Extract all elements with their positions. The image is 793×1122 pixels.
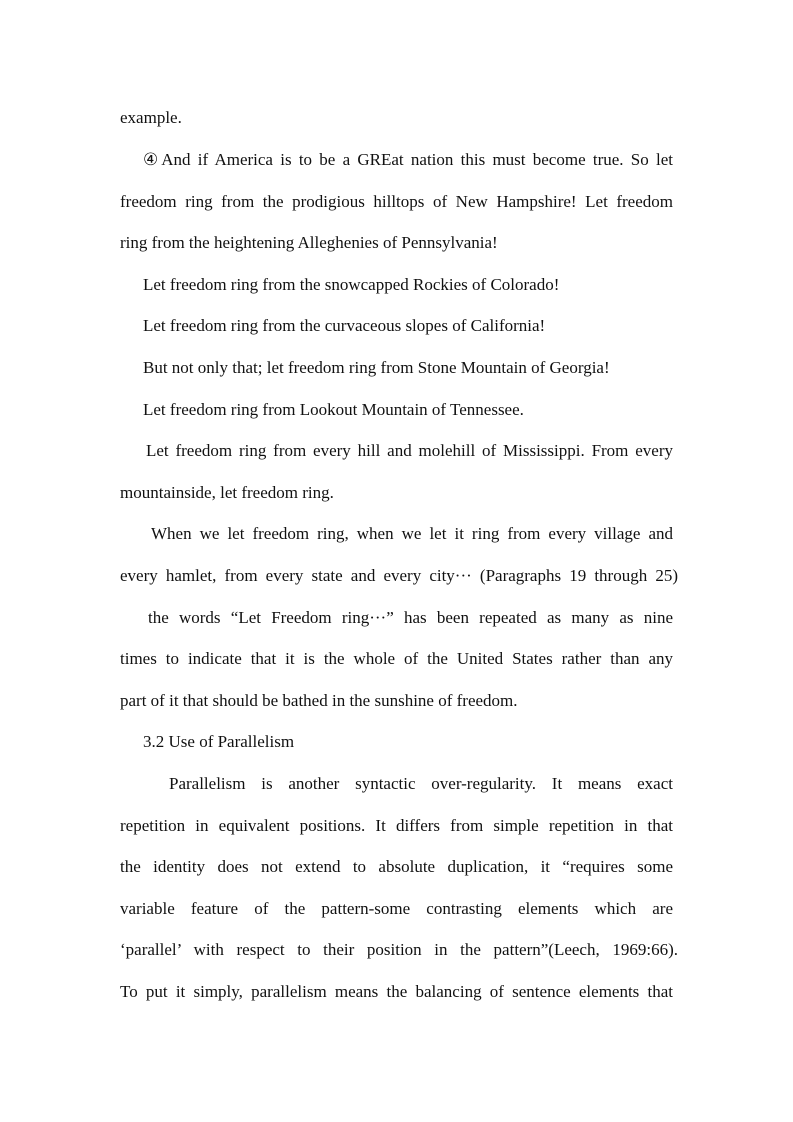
text-line-6: Let freedom ring from the curvaceous slopes of California! [143,316,546,335]
text-line-1: example. [120,108,182,127]
text-line-20: variable feature of the pattern-some contrasting elements which are [120,899,673,918]
text-line-22: To put it simply, parallelism means the balancing of sentence elements that [120,982,673,1001]
text-line-5: Let freedom ring from the snowcapped Rockies of Colorado! [143,275,560,294]
text-line-19: the identity does not extend to absolute duplication, it “requires some [120,857,673,876]
text-line-2: ④And if America is to be a GREat nation this must become true. So let [143,150,673,169]
text-line-9: Let freedom ring from every hill and molehill of Mississippi. From every [146,441,673,460]
text-line-12: every hamlet, from every state and every city··· (Paragraphs 19 through 25) [120,566,678,585]
text-line-21: ‘parallel’ with respect to their position in the pattern”(Leech, 1969:66). [120,940,678,959]
text-line-7: But not only that; let freedom ring from Stone Mountain of Georgia! [143,358,610,377]
text-line-14: times to indicate that it is the whole of the United States rather than any [120,649,673,668]
text-line-11: When we let freedom ring, when we let it ring from every village and [151,524,673,543]
text-line-15: part of it that should be bathed in the sunshine of freedom. [120,691,518,710]
text-line-13: the words “Let Freedom ring···” has been repeated as many as nine [148,608,673,627]
text-line-17: Parallelism is another syntactic over-regularity. It means exact [169,774,673,793]
text-line-3: freedom ring from the prodigious hilltops of New Hampshire! Let freedom [120,192,673,211]
text-line-4: ring from the heightening Alleghenies of Pennsylvania! [120,233,498,252]
text-line-18: repetition in equivalent positions. It differs from simple repetition in that [120,816,673,835]
text-line-8: Let freedom ring from Lookout Mountain of Tennessee. [143,400,524,419]
text-line-10: mountainside, let freedom ring. [120,483,334,502]
section-heading: 3.2 Use of Parallelism [143,732,295,751]
